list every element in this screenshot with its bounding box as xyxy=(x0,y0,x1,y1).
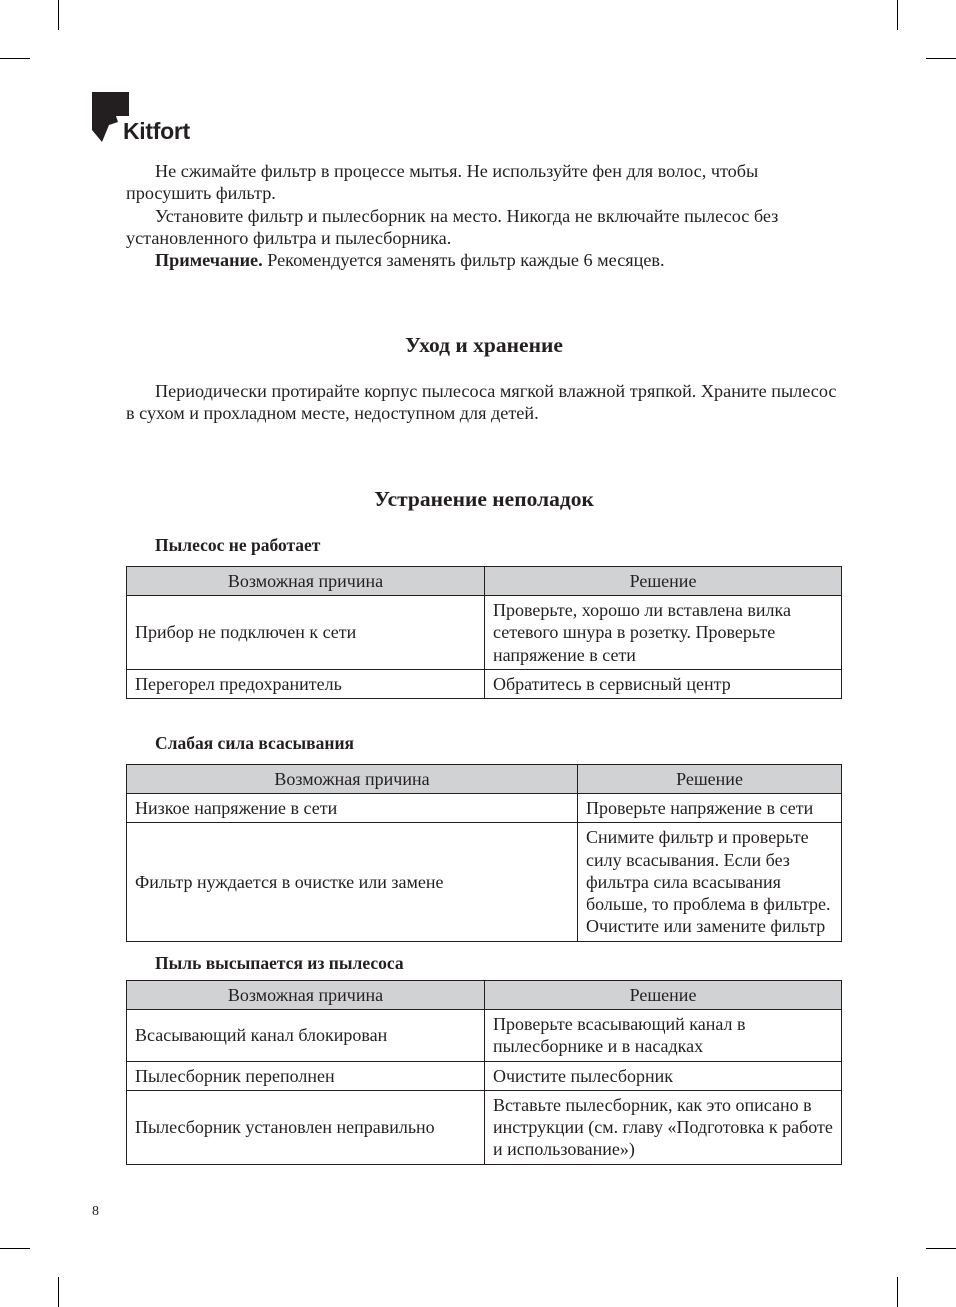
troubleshooting-title-block xyxy=(126,488,842,510)
table-row xyxy=(127,823,842,941)
solution-cell: Проверьте всасывающий канал в пылесборнике и в насадках xyxy=(485,1010,842,1062)
crop-mark xyxy=(897,1277,898,1307)
table-header-row xyxy=(127,765,842,794)
table-row xyxy=(127,1010,842,1062)
table-header-row xyxy=(127,567,842,596)
crop-mark xyxy=(0,1248,30,1249)
table-row xyxy=(127,1061,842,1090)
cause-cell: Низкое напряжение в сети xyxy=(127,794,578,823)
crop-mark xyxy=(58,1277,59,1307)
care-text-block xyxy=(126,380,842,425)
table-dust-spills xyxy=(126,980,842,1165)
crop-mark xyxy=(897,0,898,30)
care-section xyxy=(126,334,842,356)
solution-cell: Обратитесь в сервисный центр xyxy=(485,669,842,698)
table-row xyxy=(127,794,842,823)
cause-cell: Перегорел предохранитель xyxy=(127,669,485,698)
troubleshooting-title: Устранение неполадок xyxy=(374,487,594,511)
table-not-working xyxy=(126,566,842,699)
table-weak-suction xyxy=(126,764,842,942)
crop-mark xyxy=(58,0,59,30)
table-not-working-wrap xyxy=(126,566,842,699)
crop-mark xyxy=(926,1248,956,1249)
header-solution: Решение xyxy=(485,981,842,1010)
solution-cell: Вставьте пылесборник, как это описано в инструкции (см. главу «Подготовка к работе и использование») xyxy=(485,1090,842,1164)
solution-cell: Проверьте, хорошо ли вставлена вилка сетевого шнура в розетку. Проверьте напряжение в сети xyxy=(485,596,842,670)
note-paragraph xyxy=(126,249,842,271)
header-solution: Решение xyxy=(578,765,842,794)
section-not-working xyxy=(126,534,842,556)
section-title: Слабая сила всасывания xyxy=(155,733,355,753)
cause-cell: Прибор не подключен к сети xyxy=(127,596,485,670)
solution-cell: Очистите пылесборник xyxy=(485,1061,842,1090)
table-row xyxy=(127,669,842,698)
header-cause: Возможная причина xyxy=(127,981,485,1010)
cause-cell: Пылесборник переполнен xyxy=(127,1061,485,1090)
table-row xyxy=(127,596,842,670)
care-text: Периодически протирайте корпус пылесоса мягкой влажной тряпкой. Храните пылесос в сухом и прохладном месте, недоступном для детей. xyxy=(126,381,837,424)
cause-cell: Фильтр нуждается в очистке или замене xyxy=(127,823,578,941)
note-text: Рекомендуется заменять фильтр каждые 6 месяцев. xyxy=(262,250,665,271)
header-cause: Возможная причина xyxy=(127,765,578,794)
header-cause: Возможная причина xyxy=(127,567,485,596)
solution-cell: Проверьте напряжение в сети xyxy=(578,794,842,823)
section-title: Пылесос не работает xyxy=(155,535,321,555)
section-weak-suction xyxy=(126,732,842,754)
intro-paragraph-2: Установите фильтр и пылесборник на место. Никогда не включайте пылесос без установленного фильтра и пылесборника. xyxy=(126,205,779,248)
solution-cell: Снимите фильтр и проверьте силу всасывания. Если без фильтра сила всасывания больше, то проблема в фильтре. Очистите или замените фильтр xyxy=(578,823,842,941)
crop-mark xyxy=(926,58,956,59)
page-number: 8 xyxy=(92,1204,99,1219)
brand-name: Kitfort xyxy=(123,118,190,144)
cause-cell: Пылесборник установлен неправильно xyxy=(127,1090,485,1164)
crop-mark xyxy=(0,58,30,59)
care-title: Уход и хранение xyxy=(405,333,563,357)
header-solution: Решение xyxy=(485,567,842,596)
table-weak-suction-wrap xyxy=(126,764,842,942)
section-dust-spills xyxy=(126,952,842,974)
intro-section xyxy=(126,160,842,271)
table-header-row xyxy=(127,981,842,1010)
note-label: Примечание. xyxy=(155,250,263,271)
table-dust-spills-wrap xyxy=(126,980,842,1165)
section-title: Пыль высыпается из пылесоса xyxy=(155,953,404,973)
intro-paragraph-1: Не сжимайте фильтр в процессе мытья. Не используйте фен для волос, чтобы просушить фильтр. xyxy=(126,161,759,204)
cause-cell: Всасывающий канал блокирован xyxy=(127,1010,485,1062)
table-row xyxy=(127,1090,842,1164)
